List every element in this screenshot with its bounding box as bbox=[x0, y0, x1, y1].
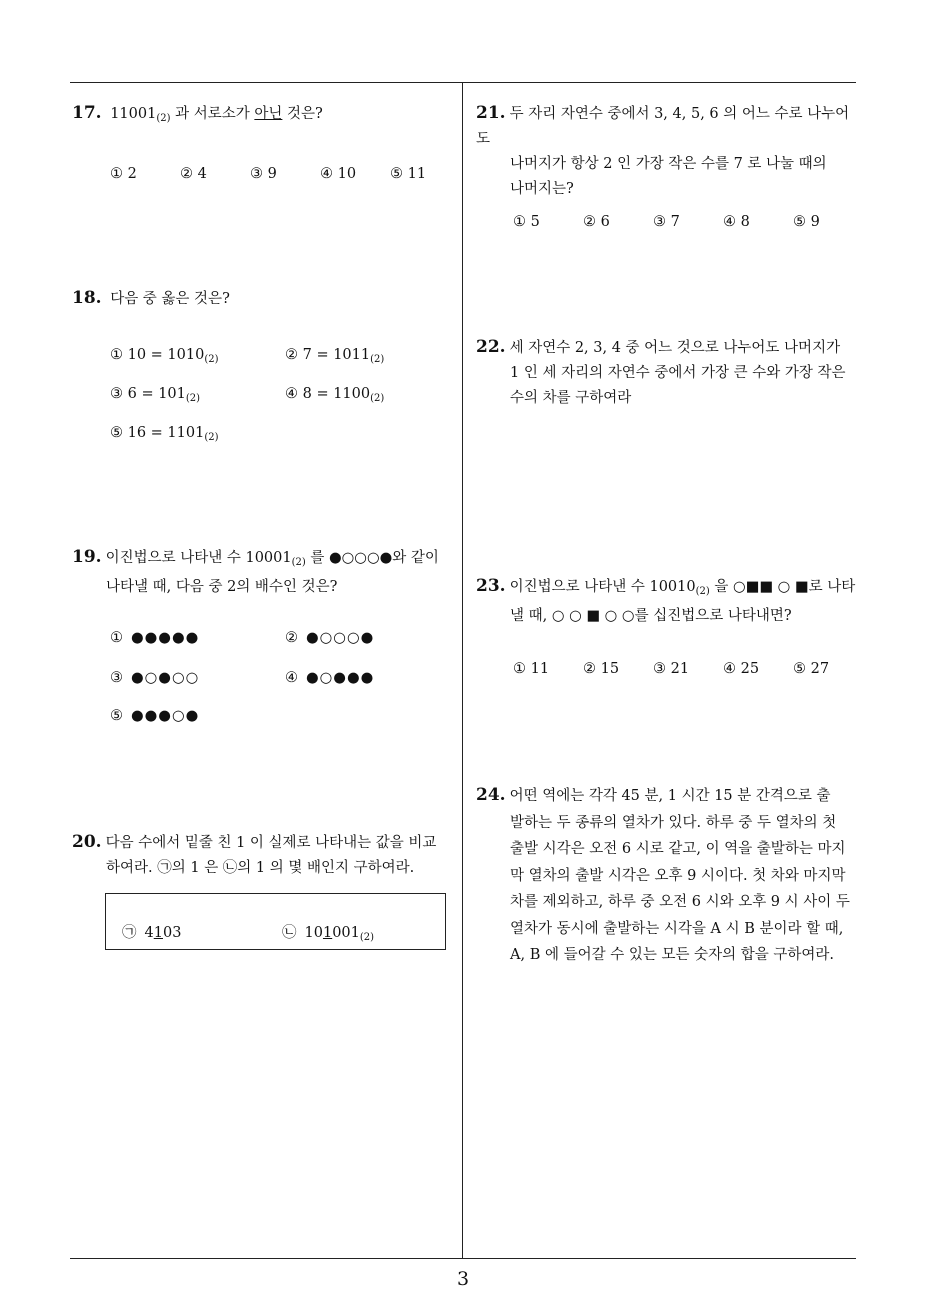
q18-option-3[interactable]: ③ $6 = 101_{(2)}$ bbox=[110, 386, 201, 404]
binary-dots: ●●●●● bbox=[131, 630, 200, 646]
column-divider bbox=[462, 82, 463, 1258]
question-number: 21. bbox=[476, 103, 506, 123]
question-22: 22. 세 자연수 2, 3, 4 중 어느 것으로 나누어도 나머지가 1 인 세 자리의 자연수 중에서 가장 큰 수와 가장 작은 수의 차를 구하여라 bbox=[476, 337, 846, 406]
q21-option-5[interactable]: ⑤ 9 bbox=[793, 214, 820, 230]
question-number: 18. bbox=[72, 288, 102, 308]
q19-option-4[interactable]: ④ ●○●●● bbox=[285, 670, 375, 686]
question-number: 17. bbox=[72, 103, 102, 123]
q21-option-1[interactable]: ① 5 bbox=[513, 214, 540, 230]
q17-option-2[interactable]: ② 4 bbox=[180, 166, 207, 182]
question-18: 18. 다음 중 옳은 것은? bbox=[72, 288, 230, 308]
q19-option-5[interactable]: ⑤ ●●●○● bbox=[110, 708, 200, 724]
q21-option-2[interactable]: ② 6 bbox=[583, 214, 610, 230]
question-20: 20. 다음 수에서 밑줄 친 1 이 실제로 나타내는 값을 비교 하여라. ㉠의 1 은 ㉡의 1 의 몇 배인지 구하여라. bbox=[72, 832, 437, 876]
question-number: 20. bbox=[72, 832, 102, 852]
q18-option-1[interactable]: ① $10 = 1010_{(2)}$ bbox=[110, 347, 219, 365]
q23-option-5[interactable]: ⑤ 27 bbox=[793, 661, 830, 677]
question-number: 22. bbox=[476, 337, 506, 357]
q18-option-4[interactable]: ④ $8 = 1100_{(2)}$ bbox=[285, 386, 385, 404]
binary-dots: ●●●○● bbox=[131, 708, 200, 724]
question-19: 19. 이진법으로 나타낸 수 $10001_{(2)}$ 를 ●○○○●와 같이 나타낼 때, 다음 중 2의 배수인 것은? bbox=[72, 547, 439, 595]
binary-dots: ●○●●● bbox=[306, 670, 375, 686]
q23-option-1[interactable]: ① 11 bbox=[513, 661, 550, 677]
q18-option-5[interactable]: ⑤ $16 = 1101_{(2)}$ bbox=[110, 425, 219, 443]
item-a: ㉠ 4103 bbox=[122, 925, 182, 941]
q19-option-1[interactable]: ① ●●●●● bbox=[110, 630, 200, 646]
q19-option-2[interactable]: ② ●○○○● bbox=[285, 630, 375, 646]
question-21: 21. 두 자리 자연수 중에서 3, 4, 5, 6 의 어느 수로 나누어도 나머지가 항상 2 인 가장 작은 수를 7 로 나눌 때의 나머지는? bbox=[476, 103, 850, 197]
q23-option-4[interactable]: ④ 25 bbox=[723, 661, 760, 677]
q17-option-1[interactable]: ① 2 bbox=[110, 166, 137, 182]
question-17: 17. $11001_{(2)}$ 과 서로소가 아닌 것은? bbox=[72, 103, 323, 124]
item-b: ㉡ $101001_{(2)}$ bbox=[282, 925, 375, 943]
bottom-rule bbox=[70, 1258, 856, 1259]
q17-option-3[interactable]: ③ 9 bbox=[250, 166, 277, 182]
q23-option-3[interactable]: ③ 21 bbox=[653, 661, 690, 677]
question-number: 23. bbox=[476, 576, 506, 596]
q17-option-4[interactable]: ④ 10 bbox=[320, 166, 357, 182]
q17-option-5[interactable]: ⑤ 11 bbox=[390, 166, 427, 182]
q19-option-3[interactable]: ③ ●○●○○ bbox=[110, 670, 200, 686]
top-rule bbox=[70, 82, 856, 83]
question-number: 19. bbox=[72, 547, 102, 567]
binary-dots: ●○○○● bbox=[306, 630, 375, 646]
q18-option-2[interactable]: ② $7 = 1011_{(2)}$ bbox=[285, 347, 385, 365]
question-24: 24. 어떤 역에는 각각 45 분, 1 시간 15 분 간격으로 출 발하는 두 종류의 열차가 있다. 하루 중 두 열차의 첫 출발 시각은 오전 6 시로 같고, 이 역을 출발하는 마지 막 열차의 출발 시각은 오후 9 시이다. 첫 차와 마지막 차를 제외하고, 하루 중 오전 6 시와 오후 9 시 사이 두 열차가 동시에 출발하는 시각을 A 시 B 분이라 할 때, A, B 에 들어갈 수 있는 모든 숫자의 합을 구하여라. bbox=[476, 785, 850, 963]
q21-option-3[interactable]: ③ 7 bbox=[653, 214, 680, 230]
page-number: 3 bbox=[456, 1268, 470, 1290]
binary-dots: ●○●○○ bbox=[131, 670, 200, 686]
q23-option-2[interactable]: ② 15 bbox=[583, 661, 620, 677]
question-number: 24. bbox=[476, 785, 506, 805]
question-23: 23. 이진법으로 나타낸 수 $10010_{(2)}$ 을 ○■■ ○ ■로 나타 낼 때, ○ ○ ■ ○ ○를 십진법으로 나타내면? bbox=[476, 576, 856, 624]
q21-option-4[interactable]: ④ 8 bbox=[723, 214, 750, 230]
